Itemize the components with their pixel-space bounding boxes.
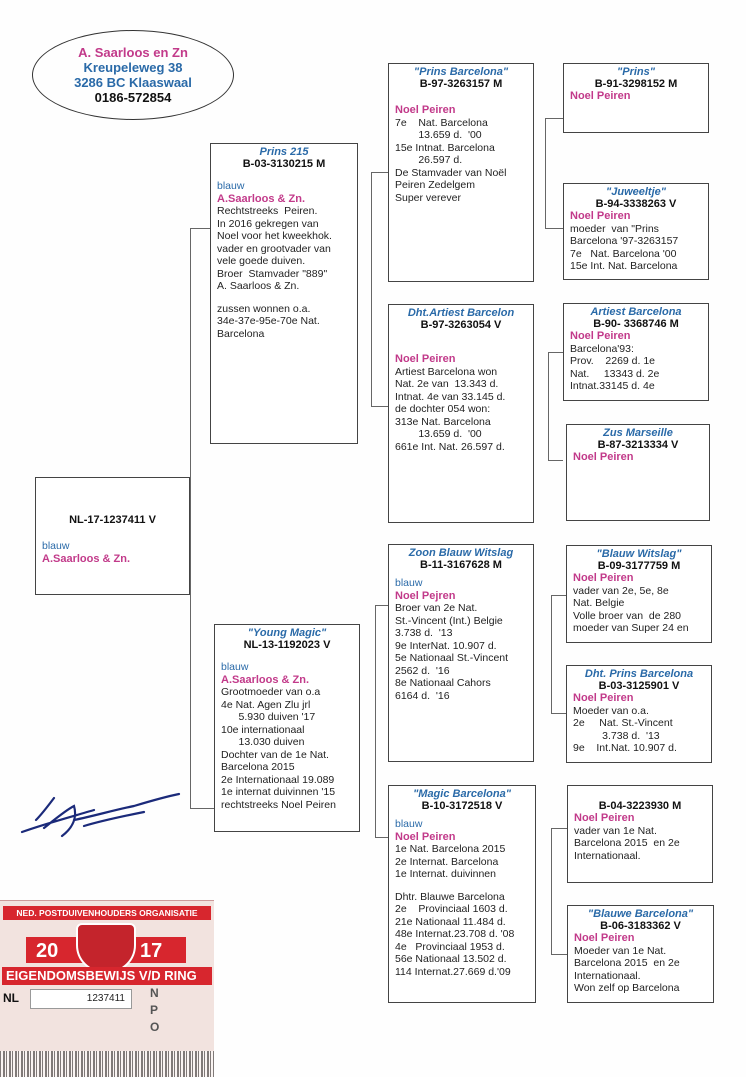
connector-line xyxy=(551,828,552,954)
mm-ring: B-10-3172518 V xyxy=(421,800,503,812)
mf-ring: B-11-3167628 M xyxy=(420,559,502,571)
connector-line xyxy=(545,228,563,229)
fff-breeder: Noel Peiren xyxy=(570,90,631,102)
mm-color: blauw xyxy=(395,818,423,830)
mfm-notes: Moeder van o.a. 2e Nat. St.-Vincent 3.738 d. '13 9e Int.Nat. 10.907 d. xyxy=(573,704,677,754)
mff-notes: vader van 2e, 5e, 8e Nat. Belgie Volle broer van de 280 moeder van Super 24 en xyxy=(573,584,689,634)
connector-line xyxy=(375,605,376,837)
card-year-left: 20 xyxy=(36,940,59,962)
subject-breeder: A.Saarloos & Zn. xyxy=(42,552,131,565)
connector-line xyxy=(190,228,191,808)
owner-city: 3286 BC Klaaswaal xyxy=(74,75,192,90)
connector-line xyxy=(375,605,388,606)
connector-line xyxy=(548,460,563,461)
mf-notes: Broer van 2e Nat. St.-Vincent (Int.) Belgie 3.738 d. '13 9e InterNat. 10.907 d. 5e Nationaal St.-Vincent 2562 d. '16 8e Nationaal Cahors 6164 d. '16 xyxy=(395,602,509,702)
fmf-name: Artiest Barcelona xyxy=(590,306,682,318)
mmm-notes: Moeder van 1e Nat. Barcelona 2015 en 2e Internationaal. Won zelf op Barcelona xyxy=(574,944,680,994)
fm-notes: Artiest Barcelona won Nat. 2e van 13.343 d. Intnat. 4e van 33.145 d. de dochter 054 won: 313e Nat. Barcelona 13.659 d. '00 661e Int. Nat. 26.597 d. xyxy=(395,365,506,453)
card-ring-number: 1237411 xyxy=(30,989,132,1009)
card-year-right: 17 xyxy=(140,940,163,962)
mother-breeder: A.Saarloos & Zn. xyxy=(221,673,310,686)
connector-line xyxy=(190,228,210,229)
connector-line xyxy=(551,713,566,714)
ffm-name: "Juweeltje" xyxy=(606,186,666,198)
ggp-mff-box xyxy=(566,545,712,643)
grandmother-paternal-box xyxy=(388,304,534,523)
fmf-notes: Barcelona'93: Prov. 2269 d. 1e Nat. 13343 d. 2e Intnat.33145 d. 4e xyxy=(570,342,660,392)
mm-notes: 1e Nat. Barcelona 2015 2e Internat. Barcelona 1e Internat. duivinnen xyxy=(395,843,506,880)
card-title: EIGENDOMSBEWIJS V/D RING xyxy=(2,967,212,985)
ffm-notes: moeder van "Prins Barcelona '97-3263157 7e Nat. Barcelona '00 15e Int. Nat. Barcelona xyxy=(570,222,679,272)
connector-line xyxy=(551,595,566,596)
ggp-mmm-box xyxy=(567,905,714,1003)
connector-line xyxy=(545,118,546,228)
ffm-ring: B-94-3338263 V xyxy=(595,198,677,210)
lion-crest-icon xyxy=(76,923,136,973)
mf-breeder: Noel Pejren xyxy=(395,589,456,602)
ggp-fmf-box xyxy=(563,303,709,401)
card-organisation: NED. POSTDUIVENHOUDERS ORGANISATIE xyxy=(3,906,211,920)
mff-breeder: Noel Peiren xyxy=(573,572,634,584)
connector-line xyxy=(375,837,388,838)
father-notes-sisters: zussen wonnen o.a. 34e-37e-95e-70e Nat. Barcelona xyxy=(217,302,320,340)
mfm-breeder: Noel Peiren xyxy=(573,692,634,704)
mf-color: blauw xyxy=(395,577,423,589)
connector-line xyxy=(371,406,388,407)
mm-breeder: Noel Peiren xyxy=(395,830,456,843)
mmm-ring: B-06-3183362 V xyxy=(600,920,681,932)
fm-ring: B-97-3263054 V xyxy=(420,319,502,331)
connector-line xyxy=(371,172,372,406)
ring-ownership-card xyxy=(0,900,214,1077)
fmm-ring: B-87-3213334 V xyxy=(597,439,679,451)
father-name: Prins 215 xyxy=(259,146,309,158)
connector-line xyxy=(551,828,567,829)
owner-phone: 0186-572854 xyxy=(94,90,172,105)
connector-line xyxy=(371,172,388,173)
connector-line xyxy=(548,352,563,353)
owner-name: A. Saarloos en Zn xyxy=(78,45,188,60)
fff-name: "Prins" xyxy=(617,66,655,78)
mfm-name: Dht. Prins Barcelona xyxy=(584,668,694,680)
barcode xyxy=(0,1051,214,1077)
ggp-mfm-box xyxy=(566,665,712,763)
connector-line xyxy=(190,808,214,809)
card-country: NL xyxy=(3,991,19,1005)
mff-name: "Blauw Witslag" xyxy=(596,548,682,560)
owner-street: Kreupeleweg 38 xyxy=(83,60,183,75)
subject-ring: NL-17-1237411 V xyxy=(69,514,156,526)
ff-notes: 7e Nat. Barcelona 13.659 d. '00 15e Intnat. Barcelona 26.597 d. De Stamvader van Noël Peiren Zedelgem Super verever xyxy=(395,116,507,204)
handwritten-signature xyxy=(14,780,184,850)
grandfather-maternal-box xyxy=(388,544,534,762)
mother-ring: NL-13-1192023 V xyxy=(243,639,331,651)
mmm-name: "Blauwe Barcelona" xyxy=(587,908,694,920)
mother-notes: Grootmoeder van o.a 4e Nat. Agen Zlu jrl 5.930 duiven '17 10e internationaal 13.030 duiven Dochter van de 1e Nat. Barcelona 2015 2e Internationaal 19.089 1e internat duivinnen '15 rechtstreeks Noel Peiren xyxy=(221,686,336,811)
fmf-ring: B-90- 3368746 M xyxy=(593,318,679,330)
connector-line xyxy=(545,118,563,119)
subject-pigeon-box xyxy=(35,477,190,595)
father-ring: B-03-3130215 M xyxy=(242,158,326,170)
connector-line xyxy=(548,352,549,460)
grandmother-maternal-box xyxy=(388,785,536,1003)
ggp-mmf-box xyxy=(567,785,713,883)
ggp-fmm-box xyxy=(566,424,710,521)
ff-name: "Prins Barcelona" xyxy=(413,66,509,78)
owner-address-stamp xyxy=(32,30,234,120)
mfm-ring: B-03-3125901 V xyxy=(598,680,680,692)
ggp-ffm-box xyxy=(563,183,709,280)
father-color: blauw xyxy=(217,180,245,192)
mother-color: blauw xyxy=(221,661,249,673)
ff-ring: B-97-3263157 M xyxy=(419,78,503,90)
fff-ring: B-91-3298152 M xyxy=(594,78,678,90)
father-notes: Rechtstreeks Peiren. In 2016 gekregen van Noel voor het kweekhok. vader en grootvader van vele goede duiven. Broer Stamvader "889" A. Saarloos & Zn. xyxy=(217,205,332,292)
fm-breeder: Noel Peiren xyxy=(395,353,456,365)
ffm-breeder: Noel Peiren xyxy=(570,210,631,222)
fmf-breeder: Noel Peiren xyxy=(570,330,631,342)
mmf-ring: B-04-3223930 M xyxy=(598,800,682,812)
subject-color: blauw xyxy=(42,540,70,552)
fmm-breeder: Noel Peiren xyxy=(573,451,634,463)
grandfather-paternal-box xyxy=(388,63,534,282)
mmm-breeder: Noel Peiren xyxy=(574,932,635,944)
ggp-fff-box xyxy=(563,63,709,133)
ff-breeder: Noel Peiren xyxy=(395,104,456,116)
mmf-notes: vader van 1e Nat. Barcelona 2015 en 2e Internationaal. xyxy=(574,824,680,862)
mf-name: Zoon Blauw Witslag xyxy=(408,547,514,559)
mother-box xyxy=(214,624,360,832)
mmf-breeder: Noel Peiren xyxy=(574,812,635,824)
fmm-name: Zus Marseille xyxy=(603,427,673,439)
mother-name: "Young Magic" xyxy=(247,627,327,639)
connector-line xyxy=(551,595,552,713)
connector-line xyxy=(551,954,567,955)
card-npo-letters: N P O xyxy=(150,986,160,1034)
father-breeder: A.Saarloos & Zn. xyxy=(217,192,306,205)
mm-notes-dam: Dhtr. Blauwe Barcelona 2e Provinciaal 1603 d. 21e Nationaal 11.484 d. 48e Internat.23.708 d. '08 4e Provinciaal 1953 d. 56e Nationaal 13.502 d. 114 Internat.27.669 d.'09 xyxy=(395,890,515,978)
mff-ring: B-09-3177759 M xyxy=(597,560,681,572)
mm-name: "Magic Barcelona" xyxy=(413,788,511,800)
father-box xyxy=(210,143,358,444)
fm-name: Dht.Artiest Barcelon xyxy=(407,307,515,319)
